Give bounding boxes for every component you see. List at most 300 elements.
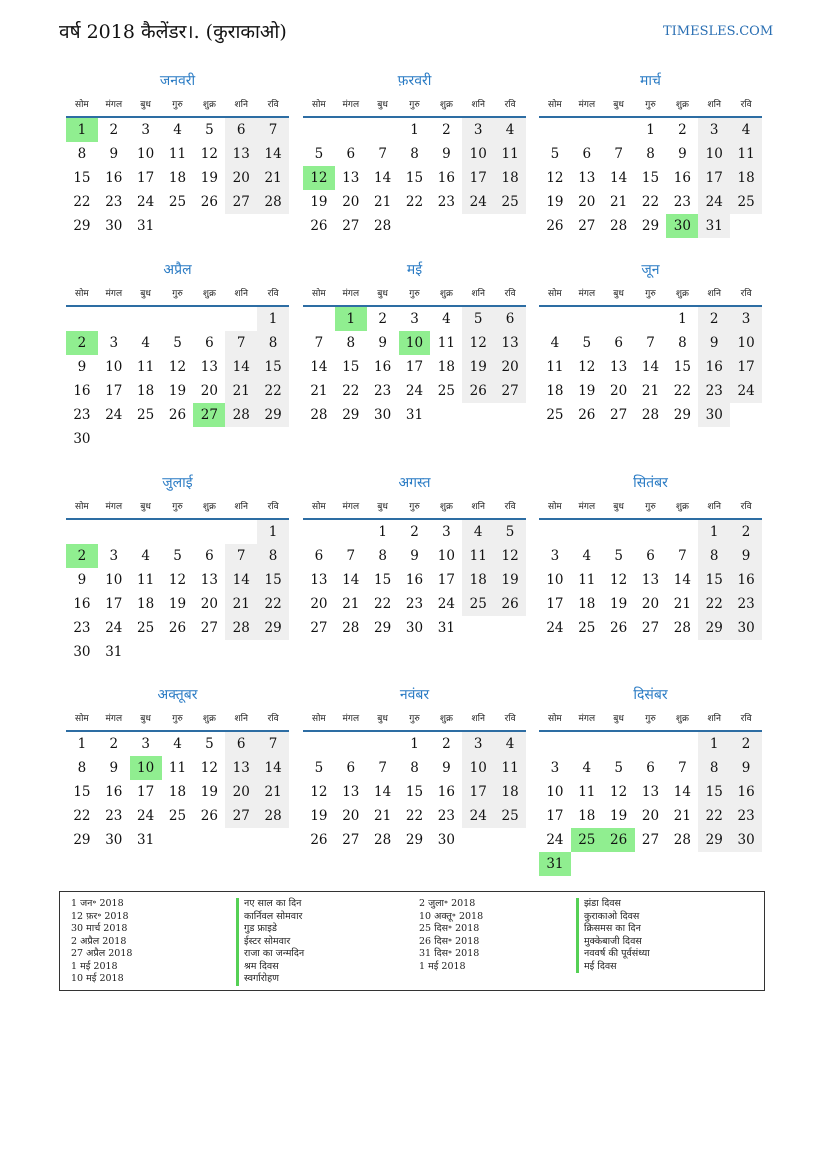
- day-cell: 19: [494, 568, 526, 592]
- day-cell: 21: [225, 592, 257, 616]
- day-cell: 6: [646, 760, 655, 776]
- day-cell: 20: [342, 808, 360, 824]
- weekday-header: सोम: [548, 502, 562, 512]
- weekday-header: शनि: [471, 289, 485, 299]
- day-cell: 2: [109, 122, 119, 138]
- month-name: अगस्त: [398, 475, 431, 491]
- weekday-header: सोम: [312, 289, 326, 299]
- day-cell: 14: [342, 572, 360, 588]
- legend-date: 2 अप्रैल 2018: [71, 935, 127, 947]
- day-cell: 28: [342, 620, 360, 636]
- day-cell: 17: [137, 170, 155, 186]
- month-name: मार्च: [640, 73, 661, 89]
- legend-event: राजा का जन्मदिन: [236, 948, 304, 961]
- day-cell: 5: [614, 760, 623, 776]
- day-cell: 31: [698, 214, 730, 238]
- day-cell: 11: [168, 760, 187, 776]
- day-cell: 22: [405, 194, 424, 210]
- day-cell: 28: [257, 804, 289, 828]
- day-cell: 13: [494, 331, 526, 355]
- day-cell: 29: [374, 620, 392, 636]
- legend-date: 31 दिस॰ 2018: [419, 948, 480, 959]
- legend-event: क्रिसमस का दिन: [576, 923, 650, 936]
- month-name: जनवरी: [159, 73, 196, 89]
- day-cell: 22: [641, 194, 660, 210]
- day-cell: 28: [641, 407, 660, 423]
- weekday-header: गुरु: [645, 100, 656, 110]
- day-cell: 6: [646, 548, 655, 564]
- legend-date: 30 मार्च 2018: [71, 923, 128, 934]
- day-cell: 4: [141, 548, 150, 564]
- day-cell: 31: [105, 644, 123, 660]
- day-cell: 5: [582, 335, 592, 351]
- day-cell: 29: [257, 616, 289, 640]
- day-cell: 12: [200, 760, 218, 776]
- day-cell: 21: [374, 808, 392, 824]
- legend-event: गुड फ्राइडे: [236, 923, 304, 936]
- month-name: जून: [641, 262, 660, 278]
- day-cell: 10: [137, 146, 155, 162]
- weekday-header: बुध: [377, 714, 388, 724]
- day-cell: 18: [578, 808, 596, 824]
- day-cell: 12: [610, 572, 628, 588]
- day-cell: 20: [225, 780, 257, 804]
- legend-date: 2 जुला॰ 2018: [419, 898, 476, 909]
- day-cell: 14: [673, 784, 691, 800]
- weekday-header: रवि: [504, 100, 516, 110]
- month-name: नवंबर: [399, 687, 430, 703]
- day-cell: 21: [641, 383, 660, 399]
- day-cell: 24: [137, 808, 155, 824]
- day-cell: 17: [137, 784, 155, 800]
- day-cell: 20: [494, 355, 526, 379]
- day-cell: 5: [614, 548, 623, 564]
- day-cell: 27: [342, 832, 360, 848]
- day-cell: 8: [77, 760, 87, 776]
- day-cell: 6: [614, 335, 623, 351]
- holiday-day-cell: 12: [303, 166, 335, 190]
- day-cell: 23: [105, 194, 123, 210]
- day-cell: 9: [378, 335, 387, 351]
- legend-date: 10 अक्तू॰ 2018: [419, 910, 484, 922]
- day-cell: 6: [314, 548, 324, 564]
- day-cell: 30: [730, 616, 762, 640]
- weekday-header: बुध: [377, 289, 388, 299]
- day-cell: 2: [410, 524, 419, 540]
- day-cell: 27: [494, 379, 526, 403]
- weekday-header: शुक्र: [202, 714, 216, 724]
- day-cell: 12: [462, 331, 494, 355]
- day-cell: 25: [437, 383, 455, 399]
- weekday-header: शुक्र: [202, 502, 216, 512]
- day-cell: 8: [257, 544, 289, 568]
- legend-date: 1 मई 2018: [419, 960, 466, 972]
- day-cell: 4: [462, 520, 494, 544]
- weekday-header: सोम: [75, 714, 89, 724]
- day-cell: 1: [678, 311, 687, 327]
- day-cell: 16: [730, 568, 762, 592]
- day-cell: 3: [462, 118, 494, 142]
- holiday-day-cell: 10: [399, 331, 431, 355]
- day-cell: 24: [546, 832, 564, 848]
- day-cell: 15: [698, 568, 730, 592]
- legend-event: कार्निवल सोमवार: [236, 911, 304, 924]
- day-cell: 3: [550, 760, 560, 776]
- weekday-header: गुरु: [409, 100, 420, 110]
- day-cell: 27: [200, 620, 218, 636]
- day-cell: 26: [200, 808, 218, 824]
- day-cell: 20: [342, 194, 360, 210]
- day-cell: 1: [257, 307, 289, 331]
- weekday-header: शुक्र: [675, 714, 689, 724]
- day-cell: 31: [405, 407, 424, 423]
- day-cell: 14: [673, 572, 691, 588]
- month-name: फ़रवरी: [397, 73, 432, 89]
- holiday-day-cell: 10: [130, 756, 162, 780]
- weekday-header: गुरु: [409, 289, 420, 299]
- day-cell: 24: [730, 379, 762, 403]
- day-cell: 22: [698, 592, 730, 616]
- day-cell: 3: [462, 732, 494, 756]
- day-cell: 26: [168, 407, 187, 423]
- day-cell: 27: [610, 407, 628, 423]
- weekday-header: सोम: [548, 289, 562, 299]
- day-cell: 6: [346, 146, 356, 162]
- day-cell: 24: [137, 194, 155, 210]
- day-cell: 3: [109, 548, 119, 564]
- day-cell: 13: [225, 142, 257, 166]
- day-cell: 4: [582, 548, 592, 564]
- weekday-header: सोम: [548, 714, 562, 724]
- day-cell: 13: [200, 359, 218, 375]
- day-cell: 20: [610, 383, 628, 399]
- day-cell: 26: [578, 407, 596, 423]
- day-cell: 3: [109, 335, 119, 351]
- day-cell: 6: [494, 307, 526, 331]
- weekday-underline: [66, 518, 289, 520]
- day-cell: 26: [546, 218, 564, 234]
- day-cell: 8: [346, 335, 356, 351]
- day-cell: 9: [109, 146, 119, 162]
- day-cell: 25: [168, 808, 187, 824]
- day-cell: 16: [730, 780, 762, 804]
- day-cell: 5: [494, 520, 526, 544]
- day-cell: 24: [546, 620, 564, 636]
- day-cell: 12: [494, 544, 526, 568]
- day-cell: 29: [641, 218, 660, 234]
- holiday-day-cell: 2: [66, 544, 98, 568]
- day-cell: 22: [257, 379, 289, 403]
- weekday-header: गुरु: [645, 289, 656, 299]
- legend-date: 26 दिस॰ 2018: [419, 935, 480, 947]
- legend-event: मई दिवस: [576, 961, 650, 974]
- weekday-header: मंगल: [342, 289, 360, 299]
- day-cell: 2: [378, 311, 387, 327]
- day-cell: 10: [105, 572, 123, 588]
- day-cell: 26: [610, 620, 628, 636]
- day-cell: 5: [173, 335, 182, 351]
- month-name: सितंबर: [633, 475, 668, 491]
- site-link[interactable]: TIMESLES.COM: [663, 24, 774, 39]
- day-cell: 17: [105, 383, 123, 399]
- month-name: अप्रैल: [163, 262, 192, 278]
- weekday-header: शुक्र: [439, 714, 453, 724]
- weekday-header: रवि: [504, 289, 516, 299]
- day-cell: 21: [610, 194, 628, 210]
- day-cell: 29: [698, 616, 730, 640]
- weekday-header: शुक्र: [675, 289, 689, 299]
- day-cell: 4: [550, 335, 560, 351]
- legend-event: ईस्टर सोमवार: [236, 936, 304, 949]
- day-cell: 27: [225, 804, 257, 828]
- day-cell: 10: [462, 142, 494, 166]
- day-cell: 1: [698, 732, 730, 756]
- day-cell: 15: [257, 568, 289, 592]
- day-cell: 19: [310, 808, 328, 824]
- day-cell: 23: [405, 596, 424, 612]
- weekday-header: बुध: [140, 714, 151, 724]
- day-cell: 19: [200, 784, 218, 800]
- day-cell: 19: [310, 194, 328, 210]
- day-cell: 6: [205, 548, 214, 564]
- day-cell: 14: [257, 756, 289, 780]
- holiday-legend: [59, 891, 765, 991]
- weekday-header: मंगल: [105, 289, 123, 299]
- day-cell: 12: [168, 359, 187, 375]
- day-cell: 1: [77, 736, 87, 752]
- day-cell: 7: [614, 146, 623, 162]
- day-cell: 11: [730, 142, 762, 166]
- day-cell: 20: [200, 383, 218, 399]
- day-cell: 11: [546, 359, 564, 375]
- weekday-header: रवि: [740, 502, 752, 512]
- legend-date: 1 मई 2018: [71, 960, 118, 972]
- weekday-header: मंगल: [342, 502, 360, 512]
- weekday-header: सोम: [75, 289, 89, 299]
- day-cell: 25: [137, 407, 155, 423]
- day-cell: 12: [168, 572, 187, 588]
- day-cell: 25: [546, 407, 564, 423]
- day-cell: 11: [437, 335, 455, 351]
- day-cell: 6: [346, 760, 356, 776]
- weekday-header: बुध: [140, 100, 151, 110]
- day-cell: 10: [105, 359, 123, 375]
- day-cell: 22: [405, 808, 424, 824]
- legend-event: नववर्ष की पूर्वसंध्या: [576, 948, 650, 961]
- day-cell: 23: [374, 383, 392, 399]
- day-cell: 17: [698, 166, 730, 190]
- weekday-header: रवि: [740, 714, 752, 724]
- day-cell: 6: [582, 146, 592, 162]
- legend-event: नए साल का दिन: [236, 898, 304, 911]
- weekday-header: शुक्र: [675, 100, 689, 110]
- day-cell: 24: [105, 620, 123, 636]
- day-cell: 2: [698, 307, 730, 331]
- day-cell: 28: [225, 403, 257, 427]
- day-cell: 11: [578, 784, 596, 800]
- holiday-day-cell: 1: [335, 307, 367, 331]
- weekday-header: गुरु: [172, 714, 183, 724]
- day-cell: 12: [310, 784, 328, 800]
- day-cell: 21: [673, 596, 691, 612]
- legend-event: झंडा दिवस: [576, 898, 650, 911]
- day-cell: 30: [105, 832, 123, 848]
- day-cell: 28: [374, 832, 392, 848]
- weekday-header: रवि: [740, 100, 752, 110]
- day-cell: 23: [73, 407, 91, 423]
- day-cell: 13: [342, 170, 360, 186]
- weekday-header: मंगल: [342, 100, 360, 110]
- legend-date: 1 जन॰ 2018: [71, 898, 124, 909]
- weekday-header: बुध: [613, 502, 624, 512]
- weekday-header: बुध: [613, 100, 624, 110]
- day-cell: 30: [105, 218, 123, 234]
- weekday-header: रवि: [267, 289, 279, 299]
- day-cell: 23: [698, 379, 730, 403]
- weekday-header: मंगल: [105, 502, 123, 512]
- weekday-header: गुरु: [172, 289, 183, 299]
- day-cell: 26: [200, 194, 218, 210]
- day-cell: 22: [73, 808, 91, 824]
- day-cell: 28: [673, 620, 691, 636]
- day-cell: 13: [225, 756, 257, 780]
- day-cell: 7: [378, 760, 387, 776]
- day-cell: 28: [673, 832, 691, 848]
- day-cell: 30: [73, 431, 91, 447]
- day-cell: 18: [168, 170, 187, 186]
- day-cell: 14: [225, 355, 257, 379]
- day-cell: 5: [462, 307, 494, 331]
- day-cell: 2: [730, 732, 762, 756]
- day-cell: 14: [641, 359, 660, 375]
- day-cell: 4: [582, 760, 592, 776]
- day-cell: 31: [437, 620, 455, 636]
- day-cell: 20: [310, 596, 328, 612]
- day-cell: 9: [77, 359, 87, 375]
- day-cell: 18: [546, 383, 564, 399]
- day-cell: 12: [610, 784, 628, 800]
- day-cell: 25: [578, 620, 596, 636]
- weekday-header: शुक्र: [439, 100, 453, 110]
- day-cell: 5: [205, 122, 214, 138]
- day-cell: 2: [109, 736, 119, 752]
- day-cell: 4: [494, 118, 526, 142]
- weekday-header: शनि: [234, 289, 248, 299]
- day-cell: 4: [141, 335, 150, 351]
- day-cell: 8: [77, 146, 87, 162]
- day-cell: 4: [173, 736, 182, 752]
- weekday-header: बुध: [613, 714, 624, 724]
- day-cell: 15: [405, 784, 424, 800]
- weekday-header: गुरु: [172, 100, 183, 110]
- day-cell: 24: [405, 383, 424, 399]
- day-cell: 7: [257, 118, 289, 142]
- day-cell: 19: [200, 170, 218, 186]
- day-cell: 23: [437, 808, 455, 824]
- day-cell: 30: [405, 620, 424, 636]
- day-cell: 8: [410, 146, 419, 162]
- day-cell: 7: [678, 548, 687, 564]
- legend-date: 27 अप्रैल 2018: [71, 948, 133, 959]
- day-cell: 9: [730, 756, 762, 780]
- day-cell: 9: [730, 544, 762, 568]
- legend-dates-col-1: [71, 898, 132, 986]
- day-cell: 9: [410, 548, 419, 564]
- weekday-header: शनि: [234, 100, 248, 110]
- weekday-header: रवि: [504, 502, 516, 512]
- day-cell: 3: [442, 524, 451, 540]
- legend-date: 12 फ़र॰ 2018: [71, 910, 129, 922]
- holiday-day-cell: 31: [539, 852, 571, 876]
- day-cell: 25: [730, 190, 762, 214]
- day-cell: 31: [137, 218, 155, 234]
- day-cell: 15: [73, 784, 91, 800]
- day-cell: 11: [137, 359, 155, 375]
- day-cell: 30: [73, 644, 91, 660]
- day-cell: 20: [200, 596, 218, 612]
- day-cell: 2: [442, 736, 451, 752]
- day-cell: 12: [578, 359, 596, 375]
- day-cell: 14: [225, 568, 257, 592]
- day-cell: 24: [462, 804, 494, 828]
- weekday-header: शुक्र: [439, 289, 453, 299]
- day-cell: 22: [673, 383, 691, 399]
- day-cell: 11: [578, 572, 596, 588]
- day-cell: 15: [641, 170, 660, 186]
- day-cell: 28: [225, 616, 257, 640]
- day-cell: 20: [578, 194, 596, 210]
- weekday-header: शनि: [707, 502, 721, 512]
- day-cell: 9: [77, 572, 87, 588]
- day-cell: 11: [494, 756, 526, 780]
- day-cell: 18: [137, 596, 155, 612]
- legend-event: मुक्केबाजी दिवस: [576, 936, 650, 949]
- weekday-header: रवि: [504, 714, 516, 724]
- day-cell: 3: [141, 736, 150, 752]
- day-cell: 2: [678, 122, 687, 138]
- weekday-header: सोम: [312, 100, 326, 110]
- day-cell: 21: [342, 596, 360, 612]
- day-cell: 9: [442, 146, 451, 162]
- day-cell: 1: [410, 122, 419, 138]
- day-cell: 9: [442, 760, 451, 776]
- weekday-underline: [66, 305, 289, 307]
- day-cell: 16: [105, 170, 123, 186]
- day-cell: 9: [109, 760, 119, 776]
- day-cell: 10: [698, 142, 730, 166]
- day-cell: 6: [225, 118, 257, 142]
- day-cell: 14: [310, 359, 328, 375]
- holiday-day-cell: 2: [66, 331, 98, 355]
- weekday-header: गुरु: [645, 714, 656, 724]
- legend-events-col-1: [236, 898, 304, 986]
- day-cell: 13: [641, 784, 660, 800]
- day-cell: 25: [168, 194, 187, 210]
- day-cell: 10: [437, 548, 455, 564]
- weekday-header: शनि: [707, 100, 721, 110]
- legend-date: 10 मई 2018: [71, 973, 124, 984]
- weekday-header: रवि: [267, 714, 279, 724]
- day-cell: 13: [342, 784, 360, 800]
- weekday-header: शनि: [471, 714, 485, 724]
- month-name: अक्तूबर: [157, 687, 198, 703]
- day-cell: 5: [314, 146, 324, 162]
- month-name: मई: [406, 262, 423, 278]
- day-cell: 13: [641, 572, 660, 588]
- day-cell: 15: [698, 780, 730, 804]
- weekday-header: शनि: [234, 502, 248, 512]
- day-cell: 17: [546, 808, 564, 824]
